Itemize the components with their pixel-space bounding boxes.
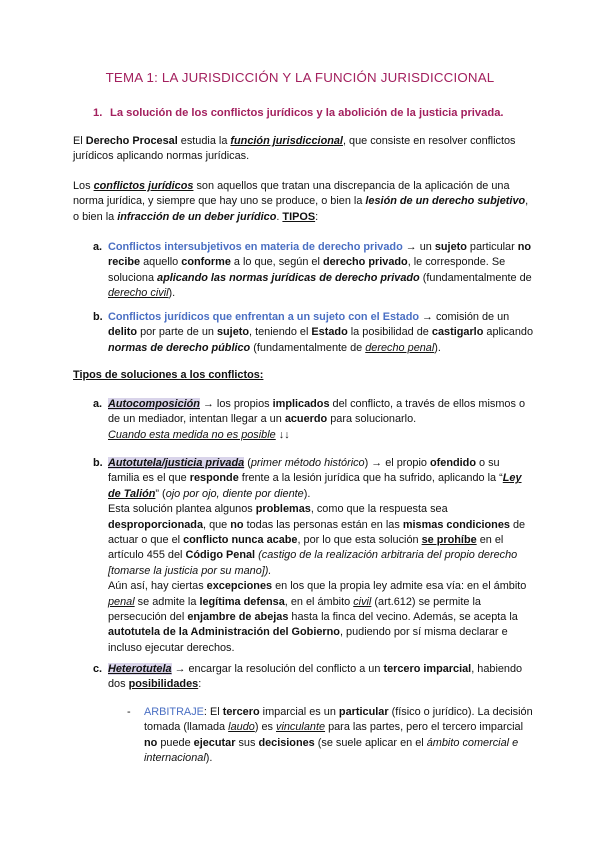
term-tipos: TIPOS — [282, 210, 316, 223]
italic-text: primer método histórico — [250, 457, 365, 469]
text: El — [73, 135, 86, 147]
list-item-content — [108, 397, 533, 443]
text: , teniendo el — [249, 326, 312, 339]
text: (se suele aplicar en el — [314, 736, 427, 749]
list-item-type-a — [93, 240, 533, 302]
bold-italic-text: normas de derecho público — [108, 341, 251, 354]
list-item-autotutela — [93, 456, 533, 656]
term-funcion-jurisdiccional: función jurisdiccional — [230, 135, 343, 147]
term-vinculante: vinculante — [276, 721, 326, 734]
text: estudia la — [177, 135, 231, 147]
text: , por lo que esta solución — [297, 534, 422, 547]
text: (fundamentalmente de — [250, 341, 366, 354]
term-derecho-procesal: Derecho Procesal — [85, 135, 178, 147]
text: , habiendo dos — [108, 663, 523, 691]
text: de actuar o que el — [108, 518, 526, 547]
term-heterotutela: Heterotutela — [108, 663, 172, 675]
term-infraccion-deber: infracción de un deber jurídico — [117, 210, 277, 223]
text: : El — [203, 706, 223, 718]
text: (fundamentalmente de — [419, 271, 532, 284]
text: hasta la finca del vecino. Además, se acepta la — [288, 611, 518, 624]
bold-text: castigarlo — [431, 326, 484, 339]
bold-text: derecho privado — [322, 256, 408, 269]
text: ) → el propio — [364, 457, 430, 469]
list-marker: a. — [93, 241, 103, 253]
text: ). — [168, 287, 176, 300]
bold-text: Estado — [311, 326, 348, 339]
bold-text: implicados — [272, 398, 330, 410]
bold-text: excepciones — [206, 580, 273, 593]
text: : — [198, 678, 202, 691]
text: puede — [157, 736, 194, 749]
text: sus — [235, 736, 259, 749]
bold-text: decisiones — [258, 736, 315, 749]
italic-text: ojo por ojo, diente por diente — [165, 487, 304, 500]
list-item-content — [108, 310, 533, 356]
text: : — [315, 210, 319, 223]
bold-text: ejecutar — [193, 736, 236, 749]
bold-text: legítima defensa — [199, 595, 285, 608]
intro-paragraph — [73, 134, 533, 165]
list-item-autocomposicion — [93, 397, 533, 443]
text: imparcial es un — [259, 706, 339, 718]
italic-underlined-text: civil — [353, 595, 372, 608]
bold-underlined-text: se prohíbe — [421, 534, 477, 547]
text: , pudiendo por sí misma declarar e incluso ejecutar derechos. — [108, 626, 508, 654]
text: ” ( — [155, 487, 166, 500]
down-arrows-icon: ↓↓ — [275, 428, 290, 441]
text: se admite la — [134, 595, 200, 608]
text: aquello — [140, 256, 182, 269]
text: en los que la propia ley admite esa vía: en el ámbito — [272, 580, 527, 593]
text: , que consiste en resolver conflictos jurídicos aplicando normas jurídicas. — [73, 135, 516, 163]
text: , como que la respuesta sea — [310, 503, 448, 516]
text: . — [276, 210, 283, 223]
bold-text: sujeto — [434, 241, 467, 253]
bold-text: sujeto — [216, 326, 250, 339]
text: todas las personas están en las — [243, 518, 403, 531]
list-item-heterotutela — [93, 662, 533, 693]
bold-text: delito — [108, 326, 138, 339]
term-derecho-civil: derecho civil — [108, 287, 169, 300]
bold-italic-text: aplicando las normas jurídicas de derecho privado — [157, 271, 420, 284]
text: por parte de un — [137, 326, 217, 339]
italic-underlined-text: penal — [108, 595, 135, 608]
text: a lo que, según el — [230, 256, 323, 269]
list-item-content — [108, 240, 533, 302]
text: la posibilidad de — [347, 326, 432, 339]
text: comisión de un — [435, 311, 510, 323]
term-derecho-penal: derecho penal — [365, 341, 435, 354]
term-arbitraje: ARBITRAJE — [144, 706, 204, 718]
text: , o bien la — [73, 195, 529, 223]
text: , en el ámbito — [284, 595, 354, 608]
list-item-content — [108, 662, 533, 693]
text: son aquellos que tratan una discrepancia de la aplicación de una norma jurídica, y siempre que hay uno se produce, o bien la — [73, 180, 510, 208]
bold-underlined-text: posibilidades — [128, 678, 199, 691]
text: ). — [303, 487, 311, 500]
text: ) es — [254, 721, 276, 734]
bold-text: no recibe — [108, 241, 532, 269]
page-title: TEMA 1: LA JURISDICCIÓN Y LA FUNCIÓN JURISDICCIONAL — [105, 70, 495, 85]
list-marker: c. — [93, 663, 103, 675]
term-laudo: laudo — [228, 721, 255, 734]
text: ). — [434, 341, 441, 354]
arrow: → — [402, 241, 420, 253]
list-item-type-b — [93, 310, 533, 356]
conflicts-paragraph — [73, 179, 533, 225]
bold-text: no — [144, 736, 158, 749]
text: Aún así, hay ciertas — [108, 580, 207, 593]
text: , que — [203, 518, 231, 531]
list-item-content — [108, 456, 533, 656]
bold-text: no — [230, 518, 244, 531]
term-autocomposicion: Autocomposición — [108, 398, 200, 410]
bold-text: Código Penal — [185, 549, 256, 562]
text: Los — [73, 180, 94, 192]
bold-text: conflicto nunca acabe — [183, 534, 298, 547]
text: (art.612) se permite la persecución del — [108, 595, 481, 624]
section-heading-1 — [93, 106, 504, 121]
bold-text: particular — [338, 706, 389, 718]
arrow: → — [419, 311, 436, 323]
text: aplicando — [483, 326, 534, 339]
section-number: 1. — [93, 107, 103, 119]
bold-text: conforme — [181, 256, 231, 269]
type-b-heading: Conflictos jurídicos que enfrentan a un sujeto con el Estado — [108, 311, 420, 323]
note-text: Cuando esta medida no es posible — [108, 428, 276, 441]
bold-text: enjambre de abejas — [187, 611, 289, 624]
text: para las partes, pero el tercero imparcial — [325, 721, 523, 734]
sub-item-arbitraje — [127, 705, 533, 767]
bold-text: responde — [189, 472, 239, 485]
bold-text: autotutela de la Administración del Gobierno — [108, 626, 340, 639]
bold-text: desproporcionada — [108, 518, 204, 531]
bold-text: tercero — [222, 706, 260, 718]
text: → encargar la resolución del conflicto a un — [171, 663, 384, 675]
term-conflictos-juridicos: conflictos jurídicos — [93, 180, 194, 192]
text: ). — [205, 752, 213, 765]
bold-text: mismas condiciones — [402, 518, 510, 531]
text: particular — [466, 241, 518, 253]
text: un — [419, 241, 435, 253]
list-marker: a. — [93, 398, 103, 410]
bold-text: tercero imparcial — [383, 663, 472, 675]
bold-text: ofendido — [430, 457, 476, 469]
dash-marker: - — [127, 706, 131, 718]
bold-text: acuerdo — [284, 413, 328, 426]
text: o su familia es el que — [108, 457, 500, 485]
list-marker: b. — [93, 457, 103, 469]
section-title: La solución de los conflictos jurídicos y la abolición de la justicia privada. — [110, 107, 504, 119]
solutions-heading-text: Tipos de soluciones a los conflictos: — [73, 369, 264, 381]
term-autotutela: Autotutela/justicia privada — [108, 457, 245, 469]
term-ley-talion: Ley de Talión — [108, 472, 522, 500]
term-lesion-derecho: lesión de un derecho subjetivo — [365, 195, 526, 208]
text: , le corresponde. Se soluciona — [108, 256, 506, 284]
sub-item-content — [144, 705, 533, 767]
italic-text: ámbito comercial e internacional — [144, 736, 519, 765]
text: del conflicto, a través de ellos mismos o de un mediador, intentan llegar a un — [108, 398, 526, 426]
text: para solucionarlo. — [327, 413, 417, 426]
italic-text: (castigo de la realización arbitraria del propio derecho [tomarse la justicia por su mano]). — [108, 549, 518, 577]
list-marker: b. — [93, 311, 103, 323]
text: ( — [244, 457, 251, 469]
text: en el artículo 455 del — [108, 534, 504, 562]
text: → los propios — [199, 398, 273, 410]
type-a-heading: Conflictos intersubjetivos en materia de derecho privado — [108, 241, 403, 253]
text: Esta solución plantea algunos — [108, 503, 256, 516]
text: (físico o jurídico). La decisión tomada (llamada — [144, 706, 533, 734]
solutions-heading — [73, 368, 533, 383]
bold-text: problemas — [255, 503, 311, 516]
text: frente a la lesión jurídica que ha sufrido, aplicando la “ — [238, 472, 503, 485]
